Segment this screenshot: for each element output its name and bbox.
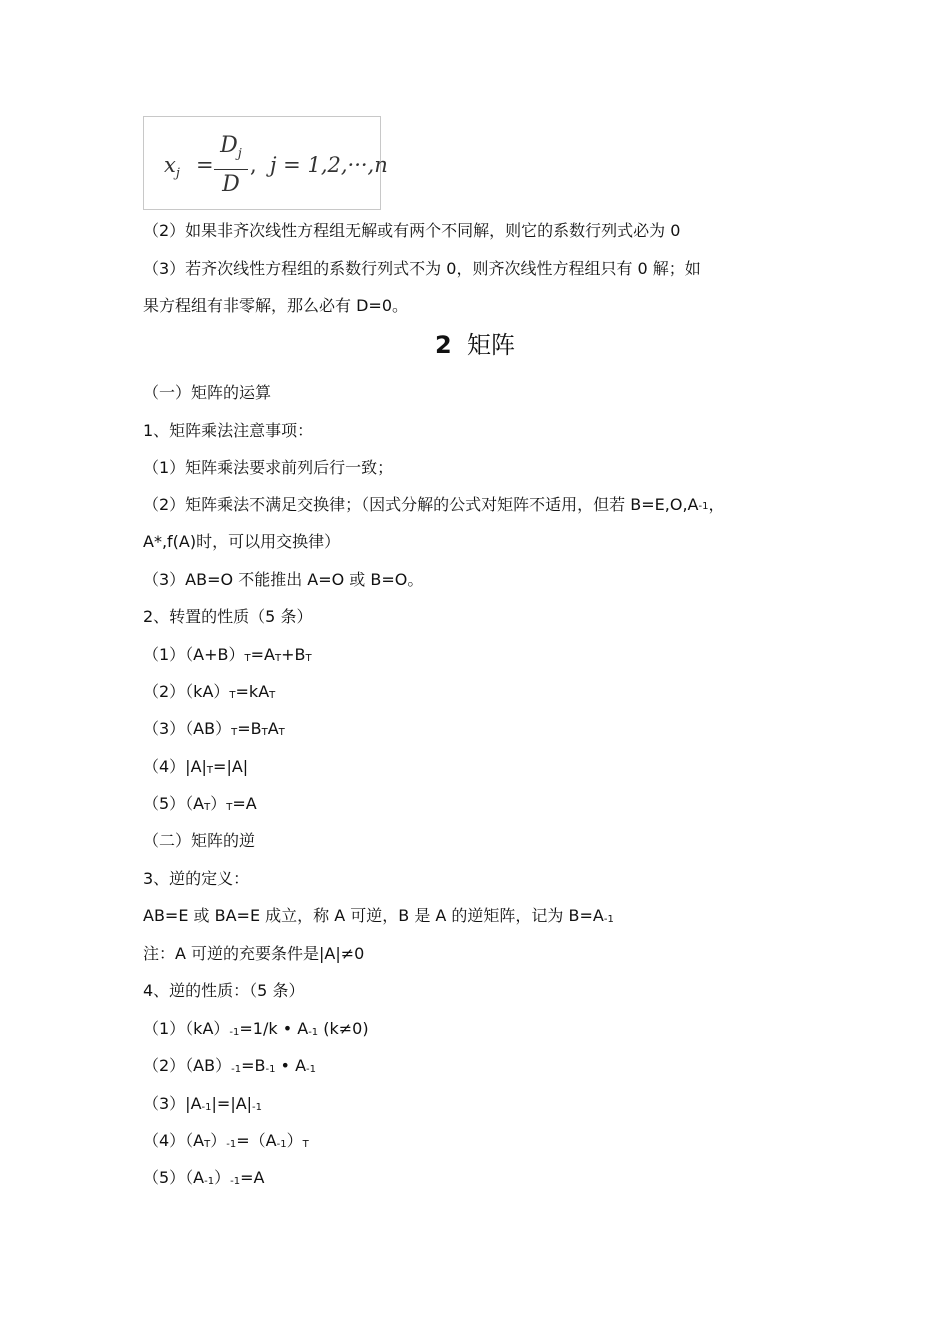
item-heading: 4、逆的性质：（5 条）: [143, 981, 305, 1000]
subsection-title: （一）矩阵的运算: [143, 383, 272, 402]
list-item: $(4)|A|_T=|A|$: [143, 757, 249, 776]
list-item: $(3)|A_{-1}|=|A|_{-1}$: [143, 1094, 263, 1113]
list-item-continued: A*,f(A)时，可以用交换律）: [143, 532, 341, 551]
list-item: $(2)(AB)_{-1}=B_{-1}$ • $A_{-1}$: [143, 1056, 317, 1075]
list-item: （1）矩阵乘法要求前列后行一致；: [143, 458, 394, 477]
list-item: $(3)(AB)_T=B_TA_T$: [143, 719, 285, 738]
formula-fraction: $D_j$ D: [212, 133, 250, 198]
list-item: （3）AB=O 不能推出 A=O 或 B=O。: [143, 570, 424, 589]
subsection-title: （二）矩阵的逆: [143, 831, 256, 850]
formula-index-range: j = 1,2,···,n: [270, 153, 388, 177]
note-text: 注：A 可逆的充要条件是|A|≠0: [143, 944, 365, 963]
item-heading: 3、逆的定义：: [143, 869, 250, 888]
list-item: $(5)(A_T)_T=A$: [143, 794, 257, 813]
formula-equals: =: [196, 153, 214, 177]
list-item: $(4)(A_T)_{-1}=(A_{-1})_T$: [143, 1131, 309, 1150]
item-heading: 1、矩阵乘法注意事项：: [143, 421, 314, 440]
paragraph-line: （2）如果非齐次线性方程组无解或有两个不同解，则它的系数行列式必为 0: [143, 221, 681, 240]
list-item: $(1)(A+B)_T=A_T+B_T$: [143, 645, 312, 664]
list-item: （2）矩阵乘法不满足交换律；（因式分解的公式对矩阵不适用，但若 $B=E,O,A^{-1}$，: [143, 495, 725, 514]
paragraph-line: （3）若齐次线性方程组的系数行列式不为 0，则齐次线性方程组只有 0 解；如: [143, 259, 701, 278]
definition-text: AB=E 或 BA=E 成立，称 A 可逆，B 是 A 的逆矩阵，记为 $B=A_{-1}$: [143, 906, 614, 925]
list-item: $(5)(A_{-1})_{-1}=A$: [143, 1168, 265, 1187]
item-heading: 2、转置的性质（5 条）: [143, 607, 313, 626]
cramer-formula-image: $x_j$ = $D_j$ D , j = 1,2,···,n: [143, 116, 381, 210]
formula-x: $x_j$: [164, 153, 180, 182]
list-item: $(1)(kA)_{-1}=1/k$ • $A_{-1}$ (k≠0): [143, 1019, 369, 1038]
section-heading: 2 矩阵: [435, 331, 515, 359]
list-item: $(2)(kA)_T=kA_T$: [143, 682, 276, 701]
paragraph-line: 果方程组有非零解，那么必有 D=0。: [143, 296, 408, 315]
